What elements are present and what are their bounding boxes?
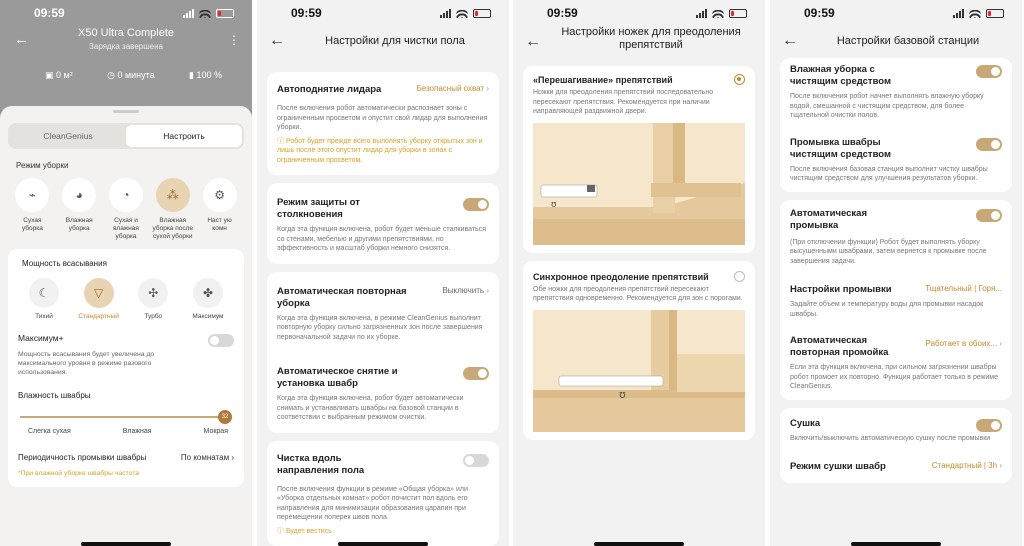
setting-lidar — [267, 72, 499, 175]
lidar-value[interactable] — [416, 84, 489, 93]
setting-value: Работает в обоих... — [925, 339, 998, 348]
wet-after-dry-icon: ⁂ — [156, 178, 190, 212]
mop-humidity-label: Влажность швабры — [18, 391, 91, 400]
turbo-icon: ✣ — [138, 278, 168, 308]
option-title: «Перешагивание» препятствий — [533, 75, 673, 85]
wifi-icon — [456, 9, 468, 18]
setting-title: Режим сушки швабр — [790, 461, 886, 472]
wash-settings-row[interactable] — [790, 284, 1002, 296]
auto-mop-toggle[interactable] — [463, 367, 489, 380]
humidity-labels — [16, 424, 236, 435]
quiet-icon: ☾ — [29, 278, 59, 308]
setting-value: Тщательный | Горя... — [925, 284, 1002, 293]
chevron-right-icon: › — [999, 461, 1002, 470]
setting-title: Автоматическое снятие и установка швабр — [277, 366, 398, 389]
option-desc: Ножки для преодоления препятствий последовательно пересекают препятствия. Рекомендуется при наличии направляющей раздвижной двери. — [533, 89, 714, 115]
suction-quiet[interactable] — [18, 278, 70, 321]
collision-toggle[interactable] — [463, 198, 489, 211]
humidity-label-dry: Слегка сухая — [28, 428, 71, 435]
setting-title: Автоматическая промывка — [790, 207, 867, 231]
setting-warning — [277, 527, 489, 537]
status-bar — [0, 0, 252, 26]
chevron-right-icon: › — [231, 453, 234, 462]
drying-mode-row[interactable] — [790, 461, 1002, 473]
mode-label: Сухая уборка — [21, 217, 43, 232]
setting-desc: Когда эта функция включена, в режиме CleanGenius выполнит повторную уборку сильно загрязненных зон после завершения первоначальной задачи по их уборке. — [277, 314, 483, 341]
setting-desc: (При отключении функции) Робот будет выполнять уборку высушенными швабрами, затем вернется к промывке после завершения задачи. — [790, 238, 987, 265]
mode-dry[interactable] — [12, 178, 53, 241]
setting-desc: Когда эта функция включена, робот будет меньше сталкиваться со стенами, мебелью и другими препятствиями, но эффективность и масштаб уборки немного снизятся. — [277, 226, 486, 252]
device-title: X50 Ultra Complete — [78, 27, 174, 39]
home-indicator — [851, 542, 941, 546]
step-over-svg — [533, 123, 745, 245]
mode-label: Сухая и влажная уборка — [113, 217, 139, 240]
drying-toggle[interactable] — [976, 419, 1002, 432]
station-group-1 — [780, 58, 1012, 192]
panel-floor-cleaning — [257, 0, 509, 546]
page-title: Настройки ножек для преодоления препятствий — [561, 26, 741, 51]
dry-wet-icon: ◔ — [109, 178, 143, 212]
wifi-icon — [712, 9, 724, 18]
option-desc: Обе ножки для преодоления препятствий пересекают препятствия одновременно. Рекомендуется для зон с порогами. — [533, 285, 743, 302]
step-over-radio[interactable] — [734, 74, 745, 85]
svg-text:ʊ: ʊ — [551, 199, 557, 210]
status-bar — [513, 0, 765, 26]
wash-frequency-value: По комнатам — [180, 453, 230, 462]
chevron-right-icon: › — [999, 339, 1002, 348]
page-title: Настройки для чистки пола — [325, 34, 465, 47]
area-icon: ▣ — [45, 70, 57, 80]
vacuum-icon: ⌁ — [15, 178, 49, 212]
tab-cleangenius[interactable]: CleanGenius — [43, 131, 93, 141]
suction-label-item: Максимум — [192, 313, 224, 320]
battery-icon — [986, 9, 1004, 18]
chevron-right-icon: › — [486, 285, 489, 295]
mode-label: Влажная уборка — [65, 217, 93, 232]
setting-collision — [267, 183, 499, 264]
setting-title: Автоподнятие лидара — [277, 84, 382, 95]
signal-icon — [953, 9, 964, 18]
panel-obstacle-legs — [513, 0, 765, 546]
svg-text:ʊ: ʊ — [619, 387, 626, 401]
suction-label: Мощность всасывания — [22, 259, 107, 268]
humidity-label-wet: Влажная — [122, 428, 152, 435]
setting-desc: После включения робот автоматически распознает зоны с ограниченным просветом и опустит свой лидар для выполнения уборки. — [277, 105, 488, 131]
warning-text: Робот будет прежде всего выполнять уборку открытых зон и лишь после этого опустит лидар для уборки в зонах с ограниченным просветом. — [277, 137, 483, 164]
slider-knob[interactable]: 32 — [218, 410, 232, 424]
mode-dry-and-wet[interactable] — [106, 178, 147, 241]
stat-battery: 100 % — [196, 70, 222, 80]
setting-auto-reclean — [267, 272, 499, 353]
back-arrow-icon[interactable]: ← — [525, 33, 541, 50]
setting-along-floor — [267, 441, 499, 546]
station-group-3 — [780, 408, 1012, 484]
home-indicator — [81, 542, 171, 546]
page-title: Настройки базовой станции — [836, 34, 980, 47]
setting-title: Автоматическая повторная промойка — [790, 335, 889, 358]
setting-title: Влажная уборка с чистящим средством — [790, 64, 891, 87]
warning-icon: ⓘ — [277, 137, 286, 145]
auto-wash-toggle[interactable] — [976, 209, 1002, 222]
battery-icon — [216, 9, 234, 18]
status-time: 09:59 — [804, 6, 835, 20]
synchronous-radio[interactable] — [734, 271, 745, 282]
mode-wet[interactable] — [59, 178, 100, 241]
auto-reclean-value[interactable] — [442, 286, 489, 295]
tab-customize[interactable]: Настроить — [126, 125, 242, 147]
suction-label-item: Стандартный — [78, 313, 119, 320]
setting-desc: Задайте объем и температуру воды для промывки насадок швабры. — [790, 301, 984, 318]
slider-track — [20, 416, 226, 418]
wifi-icon — [969, 9, 981, 18]
panel-base-station — [770, 0, 1022, 546]
max-icon: ✤ — [193, 278, 223, 308]
warning-text: Будет вестись — [285, 527, 332, 535]
room-icon: ⚙ — [203, 178, 237, 212]
stat-area: 0 м² — [56, 70, 73, 80]
sheet-grip[interactable] — [113, 110, 139, 113]
suction-turbo[interactable] — [127, 278, 179, 321]
status-bar — [257, 0, 509, 26]
chevron-right-icon: › — [486, 84, 489, 93]
status-time: 09:59 — [34, 6, 65, 20]
synchronous-illustration — [533, 310, 745, 432]
setting-desc: Если эта функция включена, при сильном загрязнении швабры робот промоет их повторно. Функция работает только в режиме CleanGenius. — [790, 364, 998, 390]
home-indicator — [594, 542, 684, 546]
setting-desc: Включить/выключить автоматическую сушку после промывки — [790, 434, 991, 442]
water-drop-icon: ◕ — [62, 178, 96, 212]
signal-icon — [440, 9, 451, 18]
suction-standard[interactable] — [73, 278, 125, 321]
setting-title: Чистка вдоль направления пола — [277, 452, 365, 476]
mode-label: Влажная уборка после сухой уборки — [152, 217, 194, 240]
wash-frequency-row[interactable] — [18, 453, 234, 462]
panel-cleaning-mode — [0, 0, 252, 546]
station-group-2 — [780, 200, 1012, 400]
device-stats — [45, 70, 222, 81]
setting-value: Стандартный | 3h — [931, 461, 998, 470]
battery-icon — [729, 9, 747, 18]
setting-auto-mop — [267, 352, 499, 433]
suction-label-item: Турбо — [144, 313, 163, 320]
setting-desc: Когда эта функция включена, робот будет автоматически снимать и устанавливать швабры на базовой станции в соответствии с выбранным режимом очистки. — [277, 395, 464, 421]
header — [257, 26, 509, 56]
option-step-over[interactable] — [523, 66, 755, 253]
mop-humidity-slider[interactable] — [20, 410, 232, 424]
suction-modes — [16, 278, 236, 321]
maxplus-toggle[interactable] — [208, 334, 234, 347]
footnote: *При влажной уборке швабры частота — [18, 470, 140, 477]
cleaning-mode-label: Режим уборки — [16, 161, 69, 170]
detergent-wash-toggle[interactable] — [976, 138, 1002, 151]
mode-custom-room[interactable] — [199, 178, 240, 241]
setting-title: Сушка — [790, 417, 821, 429]
suction-card — [8, 249, 244, 487]
header — [513, 26, 765, 58]
stat-time: 0 минута — [117, 70, 155, 80]
setting-title: Настройки промывки — [790, 284, 892, 295]
maxplus-row — [18, 333, 234, 347]
step-over-illustration — [533, 123, 745, 245]
setting-title: Режим защиты от столкновения — [277, 197, 360, 220]
suction-max[interactable] — [182, 278, 234, 321]
status-bar — [770, 0, 1022, 26]
rewash-row[interactable] — [790, 335, 1002, 359]
clock-icon: ◷ — [107, 70, 118, 80]
setting-desc: После включения базовая станция выполнит чистку швабры чистящим средством для улучшения результатов уборки. — [790, 165, 988, 182]
setting-value: Выключить — [442, 285, 485, 295]
warning-icon: ⓘ — [277, 527, 286, 535]
wifi-icon — [199, 9, 211, 18]
option-synchronous[interactable] — [523, 261, 755, 440]
status-time: 09:59 — [547, 6, 578, 20]
setting-desc: После включения функции в режиме «Общая уборка» или «Уборка отдельных комнат» робот почистит пол вдоль его направления для минимизации образования царапин при перемещении поперек швов пола. — [277, 485, 468, 521]
standard-icon: ▽ — [84, 278, 114, 308]
more-icon[interactable]: ⋮ — [228, 33, 240, 47]
device-status: Зарядка завершена — [89, 42, 163, 51]
synchronous-svg — [533, 310, 745, 432]
humidity-label-soaked: Мокрая — [203, 428, 228, 435]
setting-value: Безопасный охват — [416, 84, 485, 93]
signal-icon — [696, 9, 707, 18]
setting-desc: После включения робот начнет выполнять влажную уборку водой, смешанной с чистящим средством, для более тщательной очистки полов. — [790, 93, 984, 119]
option-title: Синхронное преодоление препятствий — [533, 271, 709, 282]
wash-frequency-label: Периодичность промывки швабры — [18, 453, 147, 462]
detergent-mop-toggle[interactable] — [976, 65, 1002, 78]
header — [770, 26, 1022, 56]
maxplus-desc: Мощность всасывания будет увеличена до максимального уровня в режиме разового использования. — [18, 351, 155, 376]
battery-icon — [473, 9, 491, 18]
suction-label-item: Тихий — [35, 313, 53, 320]
maxplus-title: Максимум+ — [18, 333, 64, 343]
mode-label: Наст ую комн — [207, 217, 232, 232]
along-floor-toggle[interactable] — [463, 454, 489, 467]
status-time: 09:59 — [291, 6, 322, 20]
back-arrow-icon[interactable]: ← — [782, 32, 798, 49]
battery-level-icon: ▮ — [189, 70, 197, 80]
back-arrow-icon[interactable]: ← — [269, 32, 285, 49]
setting-title: Автоматическая повторная уборка — [277, 285, 407, 309]
settings-sheet — [0, 106, 252, 546]
signal-icon — [183, 9, 194, 18]
mode-tabs — [8, 123, 244, 149]
setting-title: Промывка швабры чистящим средством — [790, 136, 891, 160]
setting-warning — [277, 137, 489, 166]
back-arrow-icon[interactable]: ← — [14, 31, 29, 48]
home-indicator — [338, 542, 428, 546]
cleaning-modes — [0, 178, 252, 241]
mode-wet-after-dry[interactable] — [152, 178, 193, 241]
